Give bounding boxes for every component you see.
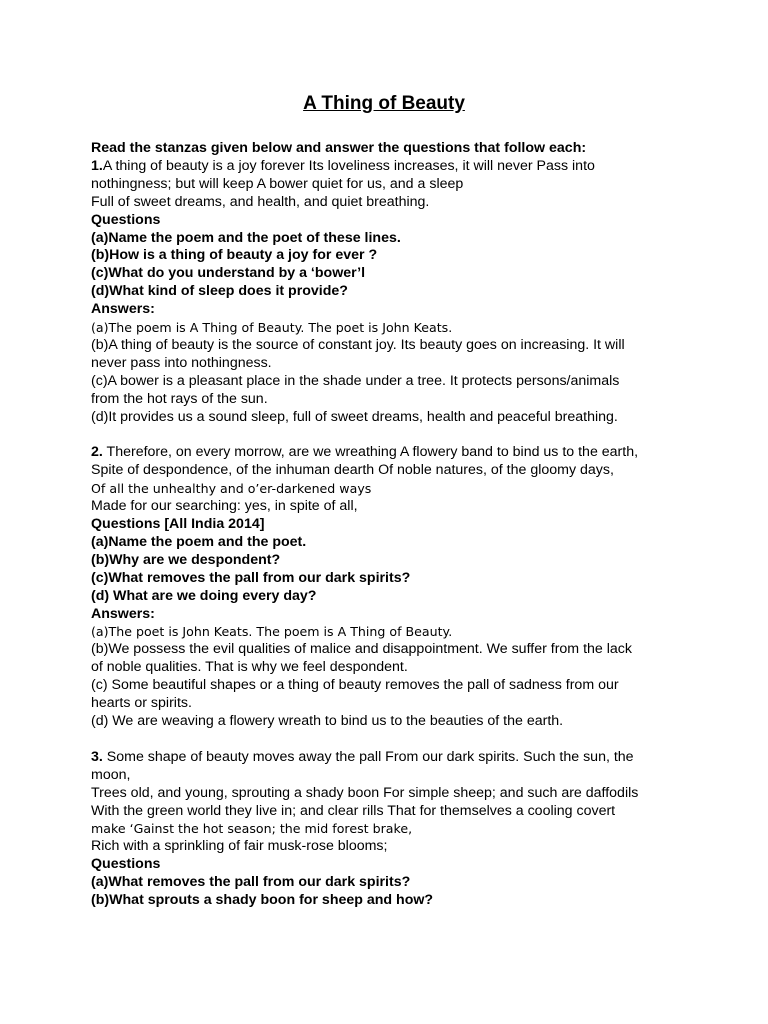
answer: (c) Some beautiful shapes or a thing of beauty removes the pall of sadness from our [91,677,619,694]
question: (a)Name the poem and the poet of these lines. [91,229,401,246]
answer: (a)The poem is A Thing of Beauty. The poet is John Keats. [91,320,453,336]
question: (b)What sprouts a shady boon for sheep and how? [91,892,434,909]
question: (a)What removes the pall from our dark spirits? [91,874,411,891]
stanza-3-line-1 [91,749,731,767]
questions-heading: Questions [91,856,161,873]
stanza-2-line-1 [91,444,731,462]
document-title: A Thing of Beauty [303,93,465,114]
section-gap [91,731,731,749]
stanza-2-line-4: Made for our searching: yes, in spite of all, [91,498,358,515]
question: (d) What are we doing every day? [91,587,317,604]
answers-heading: Answers: [91,301,155,318]
stanza-1-line-3: Full of sweet dreams, and health, and quiet breathing. [91,193,430,210]
document-body [91,140,731,910]
answer: (a)The poet is John Keats. The poem is A Thing of Beauty. [91,624,453,640]
stanza-number: 3. [91,748,103,765]
stanza-text: Some shape of beauty moves away the pall From our dark spirits. Such the sun, the [102,748,634,765]
answer: (c)A bower is a pleasant place in the shade under a tree. It protects persons/animals [91,372,620,389]
question: (a)Name the poem and the poet. [91,533,307,550]
stanza-3-line-5: make ‘Gainst the hot season; the mid forest brake, [91,821,413,837]
stanza-number: 2. [91,444,103,461]
question: (c)What do you understand by a ‘bower’l [91,265,366,282]
stanza-1-line-1 [91,158,731,176]
stanza-3-line-3: Trees old, and young, sprouting a shady boon For simple sheep; and such are daffodils [91,784,639,801]
stanza-1-line-2: nothingness; but will keep A bower quiet for us, and a sleep [91,175,464,192]
answer: of noble qualities. That is why we feel despondent. [91,659,408,676]
question: (c)What removes the pall from our dark spirits? [91,569,411,586]
answer: (d)It provides us a sound sleep, full of sweet dreams, health and peaceful breathing. [91,408,618,425]
answer: hearts or spirits. [91,695,192,712]
answer: (b)A thing of beauty is the source of constant joy. Its beauty goes on increasing. It will [91,336,625,353]
instructions: Read the stanzas given below and answer the questions that follow each: [91,140,587,156]
section-gap [91,427,731,445]
answer: never pass into nothingness. [91,354,272,371]
stanza-2-line-2: Spite of despondence, of the inhuman dearth Of noble natures, of the gloomy days, [91,462,614,479]
answer: (d) We are weaving a flowery wreath to bind us to the beauties of the earth. [91,712,564,729]
answer: (b)We possess the evil qualities of malice and disappointment. We suffer from the lack [91,641,632,658]
answers-heading: Answers: [91,605,155,622]
stanza-text: Therefore, on every morrow, are we wreathing A flowery band to bind us to the earth, [102,444,639,461]
question: (b)How is a thing of beauty a joy for ever ? [91,247,378,264]
question: (b)Why are we despondent? [91,551,281,568]
stanza-2-line-3: Of all the unhealthy and o’er-darkened ways [91,481,372,497]
answer: from the hot rays of the sun. [91,390,268,407]
questions-heading: Questions [All India 2014] [91,516,265,533]
stanza-3-line-6: Rich with a sprinkling of fair musk-rose blooms; [91,838,388,855]
stanza-number: 1. [91,157,103,174]
stanza-text: A thing of beauty is a joy forever Its loveliness increases, it will never Pass into [102,157,595,174]
stanza-3-line-4: With the green world they live in; and clear rills That for themselves a cooling covert [91,802,616,819]
questions-heading: Questions [91,211,161,228]
question: (d)What kind of sleep does it provide? [91,283,348,300]
stanza-3-line-2: moon, [91,766,131,783]
